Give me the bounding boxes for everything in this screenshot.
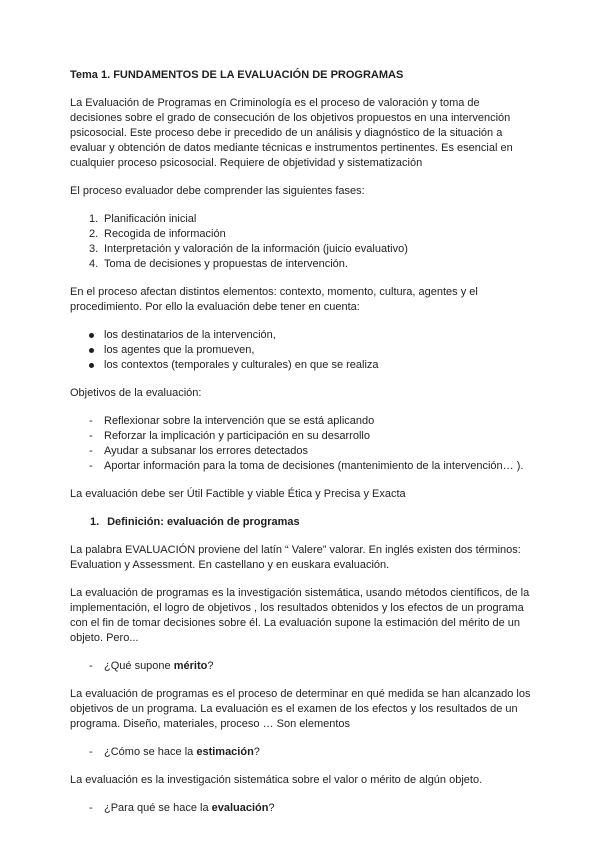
objectives-list: [70, 414, 532, 474]
dash-marker: -: [89, 415, 93, 427]
question-suffix: ?: [253, 746, 260, 758]
list-item-text: Recogida de información: [104, 228, 226, 240]
section-number: 1.: [90, 516, 100, 528]
dash-marker: -: [89, 430, 93, 442]
dash-marker: -: [89, 460, 93, 472]
question-prefix: ¿Qué supone: [104, 660, 174, 672]
list-item-text: Reforzar la implicación y participación en su desarrollo: [104, 430, 370, 442]
list-item: [70, 212, 532, 227]
paragraph-proceso: La evaluación de programas es el proceso de determinar en qué medida se han alcanzado los objetivos de un programa. La evaluación es el examen de los efectos y los resultados de un programa. Diseño, materiales, proceso … Son elementos: [70, 688, 531, 730]
paragraph-palabra: La palabra EVALUACIÓN proviene del latín “ Valere” valorar. En inglés existen dos términos: Evaluation y Assessment. En castellano y en euskara evaluación.: [70, 544, 521, 571]
question-suffix: ?: [268, 802, 275, 814]
question-prefix: ¿Para qué se hace la: [104, 802, 212, 814]
list-number: 2.: [89, 228, 99, 240]
phases-list: [70, 212, 532, 272]
phases-intro: El proceso evaluador debe comprender las siguientes fases:: [70, 185, 365, 197]
question-keyword: estimación: [196, 746, 254, 758]
question-keyword: evaluación: [211, 802, 269, 814]
section-title: Definición: evaluación de programas: [107, 516, 300, 528]
list-item-text: Ayudar a subsanar los errores detectados: [104, 445, 309, 457]
list-item: [70, 459, 532, 474]
list-item-text: los agentes que la promueven,: [104, 344, 255, 356]
paragraph-investigacion: La evaluación de programas es la investigación sistemática, usando métodos científicos, de la implementación, el logro de objetivos , los resultados obtenidos y los efectos de un programa con el fin de tomar decisiones sobre él. La evaluación supone la estimación del mérito de un objeto. Pero...: [70, 587, 530, 644]
objectives-intro: Objetivos de la evaluación:: [70, 387, 202, 399]
list-item-text: los destinatarios de la intervención,: [104, 329, 276, 341]
bullet-dot-icon: [89, 348, 94, 353]
list-item-text: Toma de decisiones y propuestas de intervención.: [104, 258, 348, 270]
dash-marker: -: [89, 746, 93, 758]
list-item: [70, 227, 532, 242]
question-suffix: ?: [207, 660, 214, 672]
list-item-text: los contextos (temporales y culturales) en que se realiza: [104, 359, 379, 371]
elements-list: [70, 328, 532, 373]
intro-paragraph: La Evaluación de Programas en Criminología es el proceso de valoración y toma de decisiones sobre el grado de consecución de los objetivos propuestos en una intervención psicosocial. Este proceso debe ir precedido de un análisis y diagnóstico de la situación a evaluar y obtención de datos mediante técnicas e instrumentos pertinentes. Es esencial en cualquier proceso psicosocial. Requiere de objetividad y sistematización: [70, 97, 513, 169]
list-number: 3.: [89, 243, 99, 255]
list-number: 1.: [89, 213, 99, 225]
criteria-paragraph: La evaluación debe ser Útil Factible y viable Ética y Precisa y Exacta: [70, 488, 406, 500]
dash-marker: -: [89, 802, 93, 814]
page-title: Tema 1. FUNDAMENTOS DE LA EVALUACIÓN DE PROGRAMAS: [70, 69, 404, 81]
list-item-text: Planificación inicial: [104, 213, 197, 225]
list-item: [70, 358, 532, 373]
bullet-dot-icon: [89, 333, 94, 338]
paragraph-valor: La evaluación es la investigación sistemática sobre el valor o mérito de algún objeto.: [70, 774, 483, 786]
document-page: [70, 68, 532, 829]
dash-marker: -: [89, 660, 93, 672]
list-item: [70, 414, 532, 429]
list-item-text: Reflexionar sobre la intervención que se está aplicando: [104, 415, 375, 427]
dash-marker: -: [89, 445, 93, 457]
bullet-dot-icon: [89, 363, 94, 368]
section-heading: [70, 515, 532, 530]
list-item: [70, 242, 532, 257]
list-item: [70, 343, 532, 358]
elements-intro: En el proceso afectan distintos elementos: contexto, momento, cultura, agentes y el procedimiento. Por ello la evaluación debe tener en cuenta:: [70, 286, 478, 313]
question-prefix: ¿Cómo se hace la: [104, 746, 197, 758]
list-number: 4.: [89, 258, 99, 270]
list-item-text: Interpretación y valoración de la información (juicio evaluativo): [104, 243, 408, 255]
list-item: [70, 444, 532, 459]
list-item: [70, 328, 532, 343]
list-item: [70, 429, 532, 444]
question-keyword: mérito: [173, 660, 208, 672]
question-estimacion: [70, 745, 532, 760]
list-item: [70, 257, 532, 272]
question-evaluacion: [70, 801, 532, 816]
question-merito: [70, 659, 532, 674]
list-item-text: Aportar información para la toma de decisiones (mantenimiento de la intervención… ).: [104, 460, 524, 472]
